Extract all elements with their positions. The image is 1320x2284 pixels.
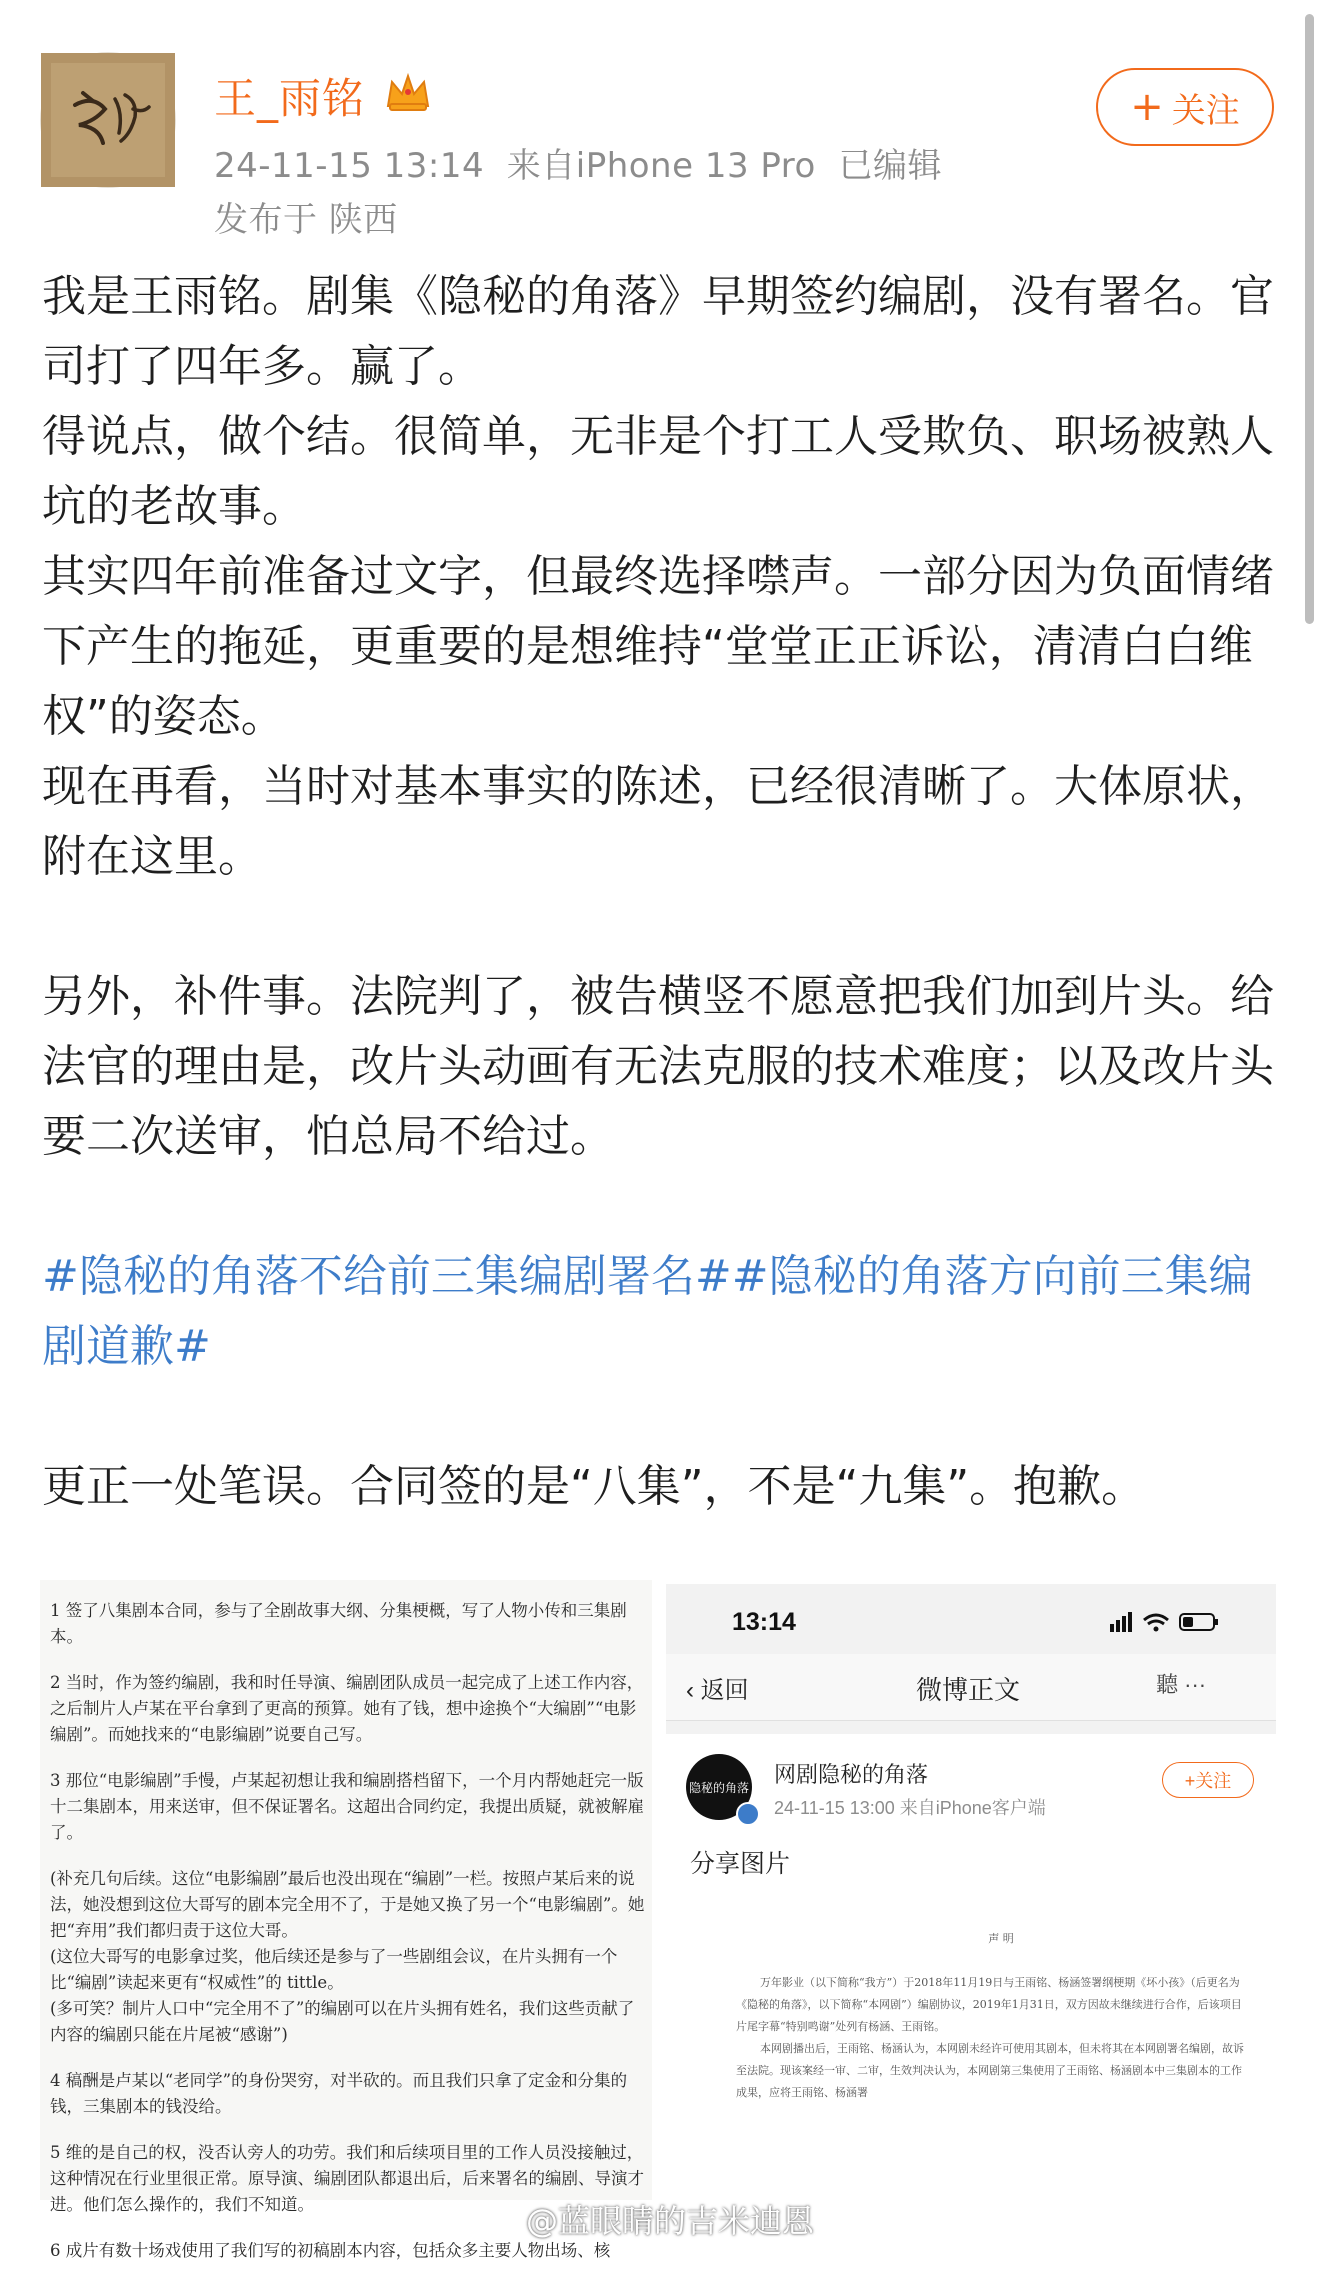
phone-post-text: 分享图片 xyxy=(690,1850,791,1878)
signal-icon xyxy=(1110,1612,1132,1632)
post-paragraph: 现在再看，当时对基本事实的陈述，已经很清晰了。大体原状，附在这里。 xyxy=(42,761,1274,882)
author-avatar[interactable] xyxy=(40,52,176,188)
statement-paragraph: 万年影业（以下简称“我方”）于2018年11月19日与王雨铭、杨涵签署纲梗期《坏小孩》（后更名为《隐秘的角落》，以下简称“本网剧”）编剧协议，2019年1月31日，双方因故未继续进行合作，后该项目片尾字幕“特别鸣谢”处列有杨涵、王雨铭。 xyxy=(736,1976,1242,2033)
account-avatar[interactable]: 隐秘的角落 xyxy=(686,1754,752,1820)
attached-image-statement[interactable] xyxy=(40,1580,652,2260)
account-post-meta: 24-11-15 13:00 来自iPhone客户端 xyxy=(774,1798,1046,1818)
post-paragraph: 另外，补件事。法院判了，被告横竖不愿意把我们加到片头。给法官的理由是，改片头动画有无法克服的技术难度；以及改片头要二次送审，怕总局不给过。 xyxy=(42,971,1274,1162)
watermark-text: @蓝眼睛的吉米迪恩 xyxy=(526,2202,815,2240)
nav-title: 微博正文 xyxy=(916,1675,1021,1705)
crown-icon xyxy=(384,70,432,114)
post-paragraph: 我是王雨铭。剧集《隐秘的角落》早期签约编剧，没有署名。官司打了四年多。赢了。 xyxy=(42,271,1274,392)
statement-image[interactable] xyxy=(736,1914,1266,2204)
author-name[interactable]: 王_雨铭 xyxy=(214,74,366,123)
calligraphy-avatar-icon xyxy=(41,53,175,187)
back-label: 返回 xyxy=(700,1677,749,1704)
scrollbar[interactable] xyxy=(1305,14,1314,624)
statement-line: 4 稿酬是卢某以“老同学”的身份哭穷，对半砍的。而且我们只拿了定金和分集的钱，三集剧本的钱没给。 xyxy=(50,2071,628,2116)
phone-status-bar xyxy=(666,1584,1276,1650)
post-body xyxy=(42,262,1282,1522)
post-source: 来自iPhone 13 Pro xyxy=(506,146,816,186)
phone-post-card xyxy=(666,1734,1276,2200)
statement-line: 6 成片有数十场戏使用了我们写的初稿剧本内容，包括众多主要人物出场、核 xyxy=(50,2241,611,2260)
post-location: 发布于 陕西 xyxy=(214,200,398,240)
post-meta xyxy=(214,138,942,187)
correction-note: 更正一处笔误。合同签的是“八集”，不是“九集”。抱歉。 xyxy=(42,1461,1146,1512)
weibo-logo-icon xyxy=(464,2201,518,2237)
back-chevron-icon: ‹ xyxy=(686,1677,694,1704)
statement-line: 2 当时，作为签约编剧，我和时任导演、编剧团队成员一起完成了上述工作内容，之后制片人卢某在平台拿到了更高的预算。她有了钱，想中途换个“大编剧”“电影编剧”。而她找来的“电影编剧”说要自己写。 xyxy=(50,1673,644,1744)
statement-line: 1 签了八集剧本合同，参与了全剧故事大纲、分集梗概，写了人物小传和三集剧本。 xyxy=(50,1601,627,1646)
edited-label[interactable]: 已编辑 xyxy=(838,146,942,186)
post-timestamp: 24-11-15 13:14 xyxy=(214,146,485,186)
status-icons xyxy=(1110,1610,1260,1634)
plus-icon: + xyxy=(1130,84,1164,130)
statement-title: 声 明 xyxy=(988,1932,1014,1945)
verified-badge-icon xyxy=(736,1802,760,1826)
statement-line: 5 维的是自己的权，没否认旁人的功劳。我们和后续项目里的工作人员没接触过，这种情况在行业里很正常。原导演、编剧团队都退出后，后来署名的编剧、导演才进。他们怎么操作的，我们不知道。 xyxy=(50,2143,644,2214)
battery-icon xyxy=(1180,1614,1218,1630)
follow-label: 关注 xyxy=(1171,90,1240,131)
back-button[interactable] xyxy=(686,1670,749,1705)
phone-follow-button[interactable]: +关注 xyxy=(1162,1762,1254,1798)
follow-button[interactable] xyxy=(1096,68,1274,146)
nav-actions[interactable]: 聽 ··· xyxy=(1156,1672,1207,1697)
post-paragraph: 其实四年前准备过文字，但最终选择噤声。一部分因为负面情绪下产生的拖延，更重要的是想维持“堂堂正正诉讼，清清白白维权”的姿态。 xyxy=(42,551,1274,742)
statement-line: (补充几句后续。这位“电影编剧”最后也没出现在“编剧”一栏。按照卢某后来的说法，她没想到这位大哥写的剧本完全用不了，于是她又换了另一个“电影编剧”。她把“弃用”我们都归责于这位大哥。 (这位大哥写的电影拿过奖，他后续还是参与了一些剧组会议，在片头拥有一个比“编剧”读起来更有“权威性”的 tittle。 (多可笑？制片人口中“完全用不了”的编剧可以在片头拥有姓名，我们这些贡献了内容的编剧只能在片尾被“感谢”) xyxy=(50,1869,645,2044)
phone-clock: 13:14 xyxy=(732,1608,796,1636)
phone-nav-bar xyxy=(666,1654,1276,1721)
account-name[interactable]: 网剧隐秘的角落 xyxy=(774,1762,929,1787)
attached-image-screenshot[interactable] xyxy=(666,1584,1276,2200)
statement-line: 3 那位“电影编剧”手慢，卢某起初想让我和编剧搭档留下，一个月内帮她赶完一版十二集剧本，用来送审，但不保证署名。这超出合同约定，我提出质疑，就被解雇了。 xyxy=(50,1771,644,1842)
wifi-icon xyxy=(1144,1615,1168,1632)
post-paragraph: 得说点，做个结。很简单，无非是个打工人受欺负、职场被熟人坑的老故事。 xyxy=(42,411,1274,532)
hashtag-links[interactable]: #隐秘的角落不给前三集编剧署名##隐秘的角落方向前三集编剧道歉# xyxy=(42,1251,1253,1372)
statement-paragraph: 本网剧播出后，王雨铭、杨涵认为，本网剧未经许可使用其剧本，但未将其在本网剧署名编剧，故诉至法院。现该案经一审、二审，生效判决认为，本网剧第三集使用了王雨铭、杨涵剧本中三集剧本的工作成果，应将王雨铭、杨涵署 xyxy=(736,2042,1244,2099)
watermark xyxy=(464,2196,814,2242)
